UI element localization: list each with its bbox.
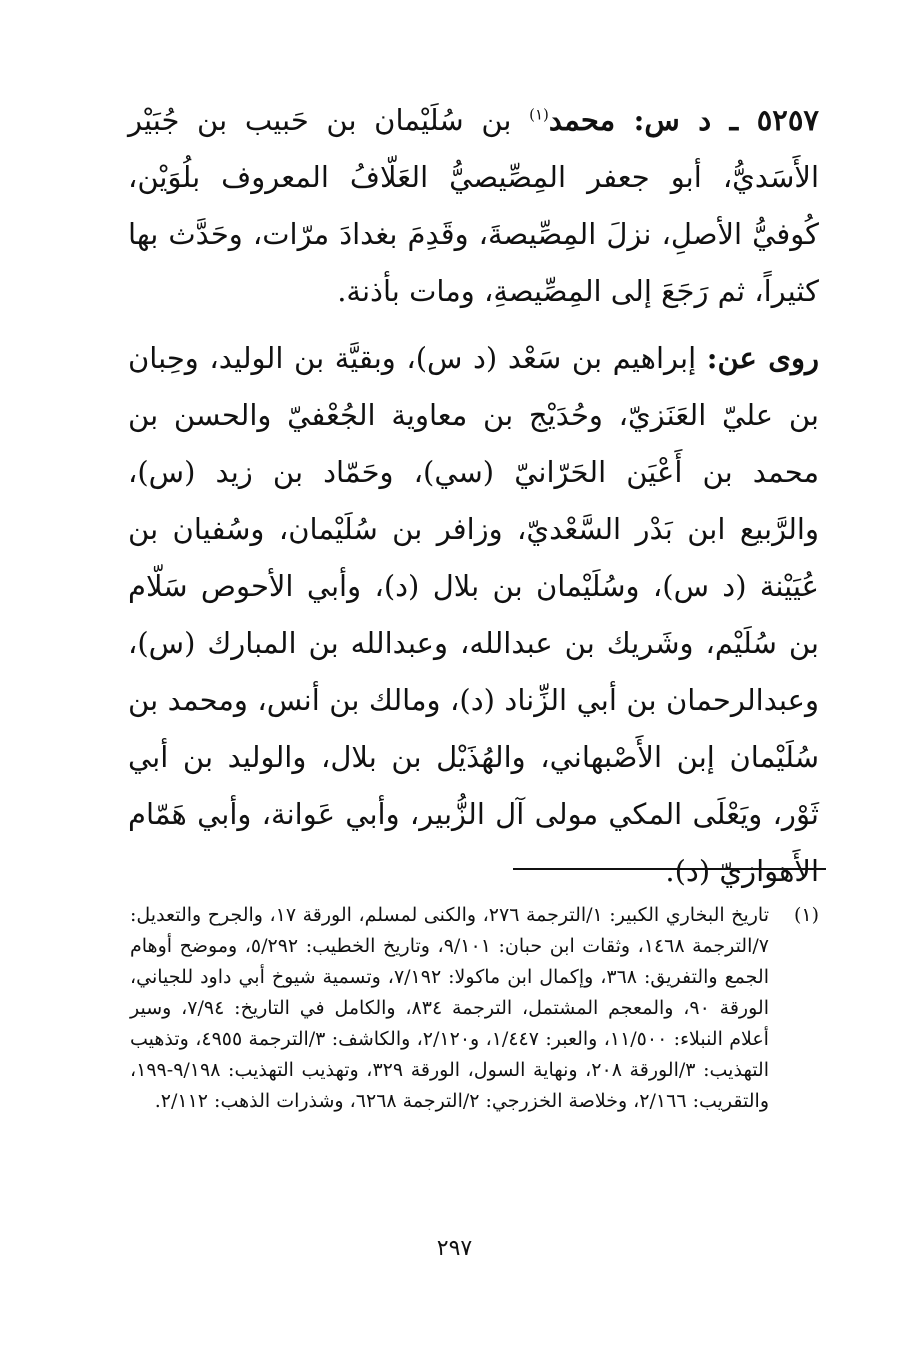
narrated-from-paragraph: [128, 330, 819, 900]
entry-number: ٥٢٥٧: [756, 103, 819, 137]
footnote-reference[interactable]: (١): [529, 105, 549, 124]
narrated-from-text: إبراهيم بن سَعْد (د س)، وبقيَّة بن الوليد، وحِبان بن عليّ العَنَزيّ، وحُدَيْج بن معاوية الجُعْفيّ والحسن بن محمد بن أَعْيَن الحَرّانيّ (سي)، وحَمّاد بن زيد (س)، والرَّبيع ابن بَدْر السَّعْديّ، وزافر بن سُلَيْمان، وسُفيان بن عُيَيْنة (د س)، وسُلَيْمان بن بلال (د)، وأبي الأحوص سَلّام بن سُلَيْم، وشَريك بن عبدالله، وعبدالله بن المبارك (س)، وعبدالرحمان بن أبي الزِّناد (د)، ومالك بن أنس، ومحمد بن سُلَيْمان إبن الأَصْبهاني، والهُذَيْل بن بلال، والوليد بن أبي ثَوْر، ويَعْلَى المكي مولى آل الزُّبير، وأبي عَوانة، وأبي هَمّام الأَهوازيّ (د).: [128, 341, 819, 888]
entry-text: بن سُلَيْمان بن حَبيب بن جُبَيْر الأَسَديُّ، أبو جعفر المِصِّيصيُّ العَلّافُ المعروف بلُوَيْن، كُوفيُّ الأصلِ، نزلَ المِصِّيصةَ، وقَدِمَ بغدادَ مرّات، وحَدَّث بها كثيراً، ثم رَجَعَ إلى المِصِّيصةِ، ومات بأذنة.: [128, 103, 819, 308]
footnote-divider: [513, 868, 826, 870]
footnotes: [130, 900, 819, 1117]
footnote-marker: (١): [793, 904, 819, 926]
main-text: [128, 92, 819, 900]
narrated-from-label: روى عن:: [706, 341, 819, 375]
footnote-text: تاريخ البخاري الكبير: ١/الترجمة ٢٧٦، والكنى لمسلم، الورقة ١٧، والجرح والتعديل: ٧/الترجمة ١٤٦٨، وثقات ابن حبان: ٩/١٠١، وتاريخ الخطيب: ٥/٢٩٢، وموضح أوهام الجمع والتفريق: ٣٦٨، وإكمال ابن ماكولا: ٧/١٩٢، وتسمية شيوخ أبي داود للجياني، الورقة ٩٠، والمعجم المشتمل، الترجمة ٨٣٤، والكامل في التاريخ: ٧/٩٤، وسير أعلام النبلاء: ١١/٥٠٠، والعبر: ١/٤٤٧، و٢/١٢٠، والكاشف: ٣/الترجمة ٤٩٥٥، وتذهيب التهذيب: ٣/الورقة ٢٠٨، ونهاية السول، الورقة ٣٢٩، وتهذيب التهذيب: ٩/١٩٨-١٩٩، والتقريب: ٢/١٦٦، وخلاصة الخزرجي: ٢/الترجمة ٦٢٦٨، وشذرات الذهب: ٢/١١٢.: [130, 904, 770, 1112]
entry-heading: ـ د س: محمد: [548, 103, 757, 137]
entry-paragraph: [128, 92, 819, 320]
page-number: ٢٩٧: [436, 1236, 473, 1261]
footnote-item: [130, 900, 819, 1117]
